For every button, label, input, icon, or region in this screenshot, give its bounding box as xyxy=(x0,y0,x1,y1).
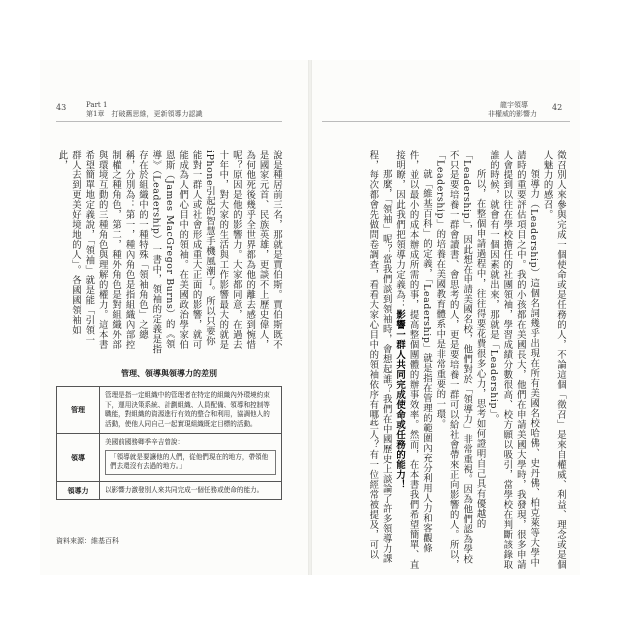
right-body-text xyxy=(322,150,567,570)
row-key-leadership: 領導 xyxy=(57,434,100,482)
right-chapter-sub: 非權威的影響力 xyxy=(488,110,537,118)
right-paragraph-4-text: 就「維基百科」的定義，「Leadership」就是指在管理的範圍內充分利用人力和客觀條件，並以最小的成本辦成所需的事，提高整個團體的辦事效率。然而，在本書我們希望簡單、直接明瞭，因此我們把領導力定義為： xyxy=(394,150,432,570)
left-body-paragraph: 說是種居前三名，那就是賈伯斯。賈伯斯既不是國家元首、民族英雄，更談不上歷史偉人，為何他死後幾乎全世界都為他的離去感到惋惜呢？原因是他的影響力。大家都同意，在過去十年中，對大家的生活與工作影響最大的就是iPhone引起的智慧手機風潮了。所以只要你能對一群人或社會形成重大正面的影響，就可能成為人們心目中的領袖。在美國政治學家伯恩斯（James MacGregor Burns）的《領導》（Leadership）一書中，領袖的定義是指存在於組織中的一種特殊「領袖角色」之總稱，分別為：第一，種內角色是指組織內部控制權之種角色，第二，種外角色是對組織外部與環境互動的三種角色與理解的權力。這本書希望簡單地定義說，「領袖」就是能「引領一群人去到更美好境地的人」。各國國領袖如此， xyxy=(56,150,282,355)
right-chapter-title: 龍宇領導 xyxy=(500,101,528,109)
left-part-label: Part 1 xyxy=(86,101,108,109)
left-header-rule xyxy=(56,121,282,122)
kissinger-quote: 「領導就是要讓他的人們，從他們現在的地方，帶領他們去還沒有去過的地方。」 xyxy=(105,450,276,475)
table-row xyxy=(57,481,282,500)
row-key-leadership-ability: 領導力 xyxy=(57,481,100,500)
right-paragraph-4 xyxy=(393,150,433,570)
definition-table xyxy=(56,386,282,500)
row-text-leadership: 美國前國務卿季辛吉曾說： xyxy=(105,438,185,446)
row-key-management: 管理 xyxy=(57,387,100,434)
row-text-management: 管理是指一定組織中的管理者在特定的組織內外環境約束下，運用決策系統、計劃組織、人員配備、領導和控制等職能，對組織的資源進行有效的整合和利用，協調他人的活動，使他人同自己一起實現組織既定目標的活動。 xyxy=(100,387,282,434)
definition-box-title: 管理、領導與領導力的差別 xyxy=(121,368,217,378)
source-note: 資料來源：維基百科 xyxy=(56,537,119,545)
table-row xyxy=(57,434,282,482)
right-paragraph-3: 所以，在整個申請過程中，往往得要花費很多心力，思考如何證明自己具有優越的「Leadership」，因此想在申請美國名校，他們對於「領導力」非常重視。因為他們認為學校不只是要培養一群會讀書、會思考的人，更是要培養一群可以給社會帶來正向影響的人。所以，「Leadership」的培養在美國教育體系中是非常重要的一環。 xyxy=(434,150,486,570)
right-paragraph-2: 領導力（Leadership）這個名詞幾乎出現在所有美國名校哈佛、史丹佛、柏克萊等大學中請時的重要評估項目之中。我的小孩都在美國長大，他們在申請美國大學時，我發現，很多申請人會提到以往在學校擔任的社團領袖，學習成績分數很高、校方願以吸引，當學校在判斷該錄取誰的時候，就會有一個因素就出來，那就是「Leadership」。 xyxy=(487,150,540,570)
table-row xyxy=(57,387,282,434)
row-cell-leadership xyxy=(100,434,282,482)
row-text-leadership-ability: 以影響力激發別人來共同完成一個任務或使命的能力。 xyxy=(100,481,282,500)
right-paragraph-5: 那麼，「領袖」呢？當我們談到領袖時，會想起誰？我們在中國歷史上談論了許多領導力課程，每次都會先做問卷調查，看看大家心目中的領袖依序有哪些人？有一位經常被提及，可以 xyxy=(367,150,392,564)
left-body-text xyxy=(58,150,283,355)
left-chapter-label: 第1章 打破舊思維，更新領導力認識 xyxy=(86,110,203,118)
left-page-number: 43 xyxy=(56,103,67,112)
book-gutter xyxy=(308,60,312,575)
right-paragraph-1: 徵召別人來參與完成一個使命或是任務的人，不論這個「徵召」是來自權威、利益、理念或是個人魅力的感召。 xyxy=(541,150,566,570)
right-header-rule xyxy=(322,121,570,122)
right-paragraph-4-bold: 影響一群人共同完成使命或任務的能力！ xyxy=(394,309,406,490)
right-page-number: 42 xyxy=(552,103,563,112)
